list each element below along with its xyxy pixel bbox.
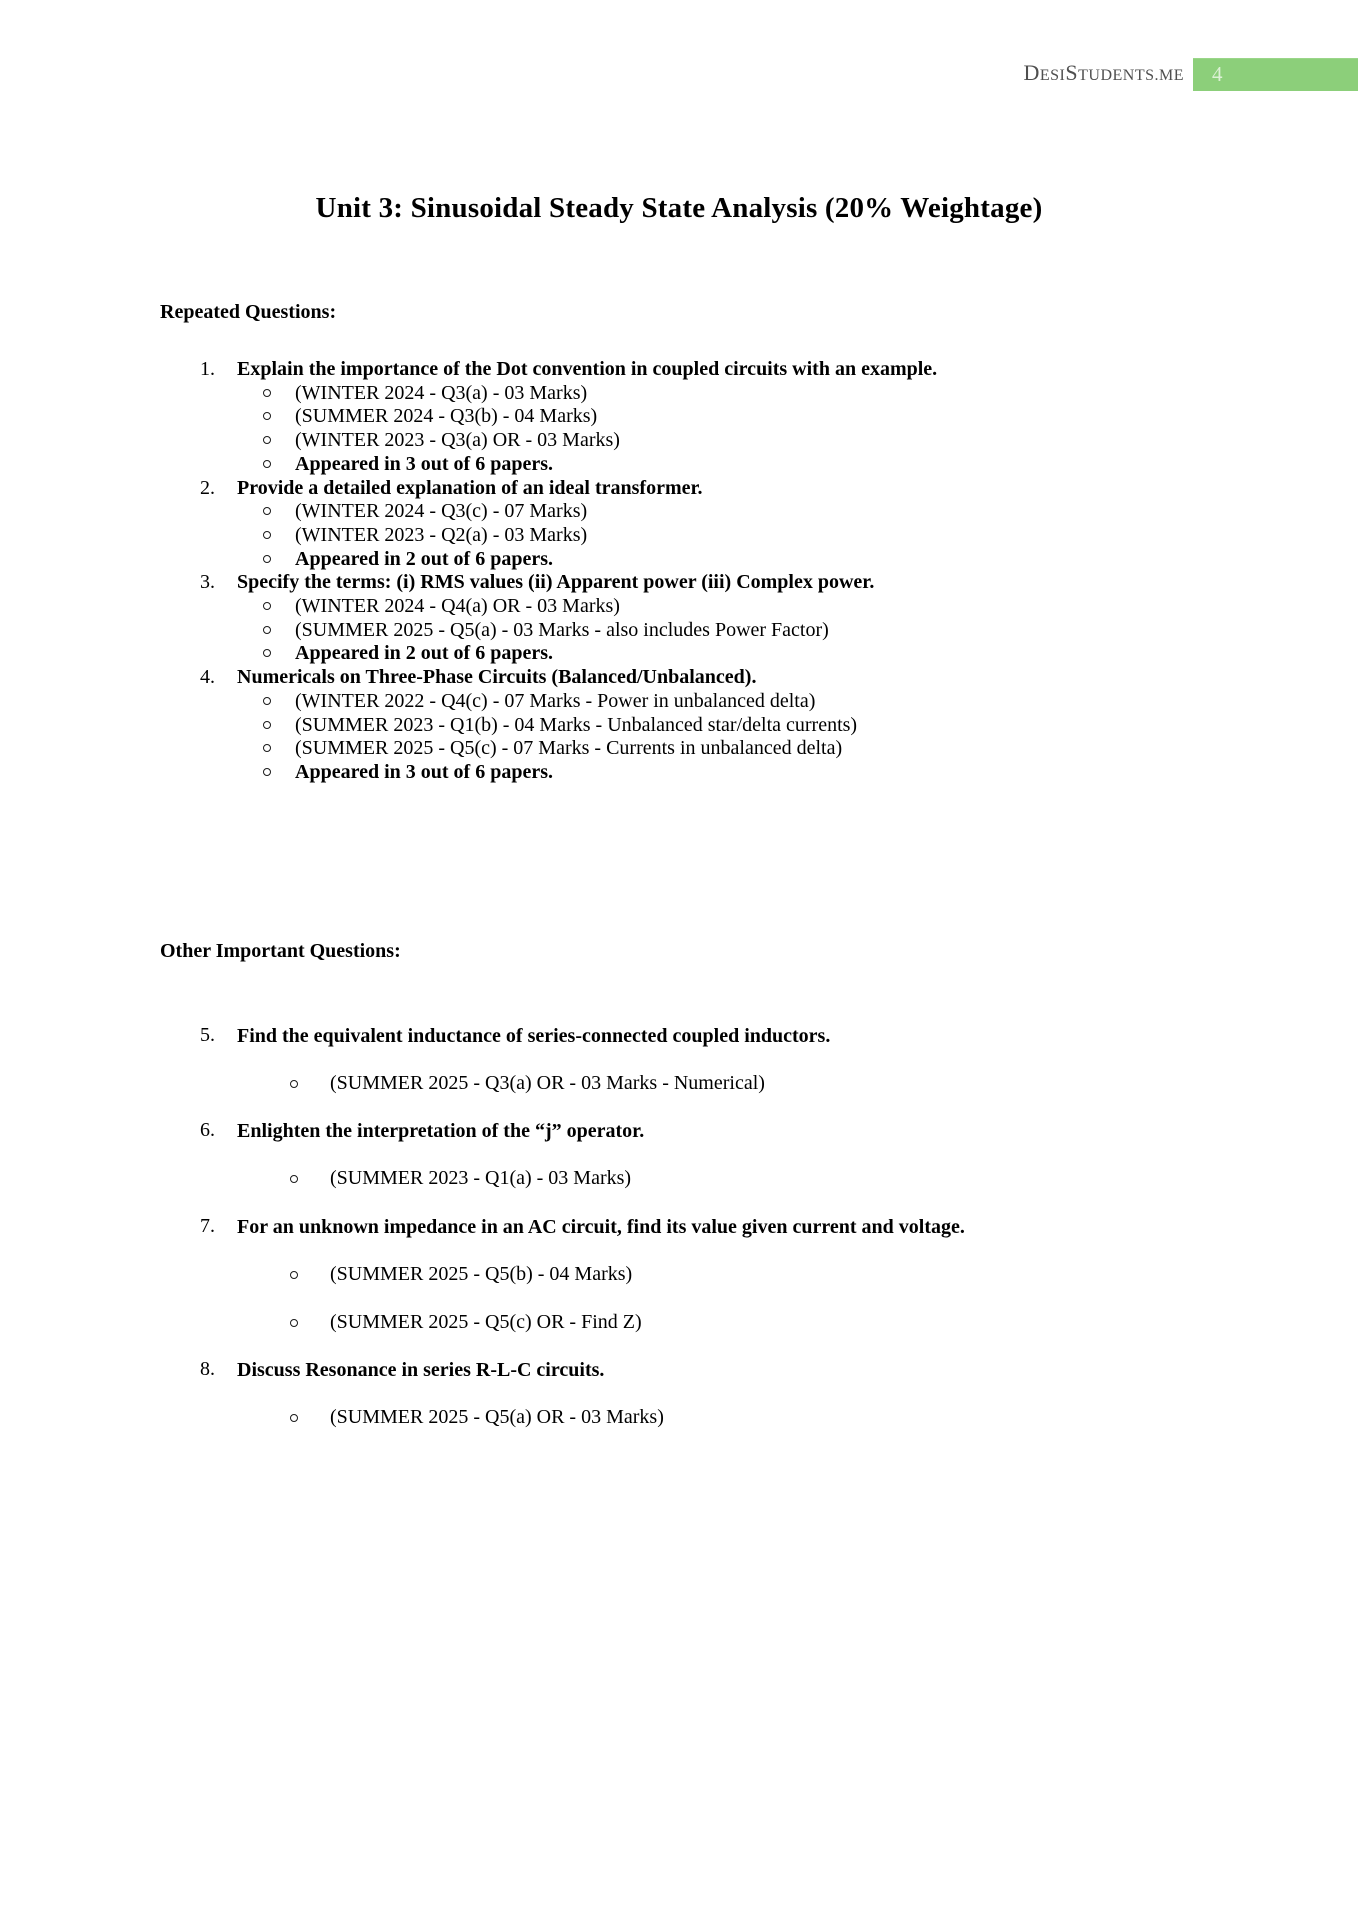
bullet-text: (WINTER 2023 - Q2(a) - 03 Marks) [295,523,588,546]
bullet-text: (WINTER 2022 - Q4(c) - 07 Marks - Power in unbalanced delta) [295,689,816,712]
exam-reference-bullet [237,737,1250,761]
bullet-text: (SUMMER 2023 - Q1(a) - 03 Marks) [330,1167,632,1190]
question-item [160,1358,1250,1454]
bullet-text: (SUMMER 2023 - Q1(b) - 04 Marks - Unbalanced star/delta currents) [295,713,858,736]
question-item [160,1215,1250,1358]
question-number: 5. [200,1023,215,1046]
brand-letter: S [1065,60,1079,85]
exam-reference-bullet [237,1406,1250,1430]
section-heading: Repeated Questions: [160,301,337,323]
bullet-text: Appeared in 3 out of 6 papers. [295,452,553,475]
unit-title: Unit 3: Sinusoidal Steady State Analysis (20% Weightage) [315,192,1043,224]
question-body [237,1358,1250,1454]
question-text: For an unknown impedance in an AC circuit, find its value given current and voltage. [237,1216,965,1239]
bullet-text: Appeared in 2 out of 6 papers. [295,642,553,665]
exam-reference-bullet [237,1167,1250,1191]
circle-bullet-icon [263,405,295,429]
question-text: Provide a detailed explanation of an ideal transformer. [237,476,703,499]
bullet-text: (WINTER 2024 - Q4(a) OR - 03 Marks) [295,595,620,618]
exam-reference-bullet [237,405,1250,429]
exam-reference-bullet [237,595,1250,619]
circle-bullet-icon [263,429,295,453]
exam-reference-bullet [237,690,1250,714]
section-heading: Other Important Questions: [160,939,401,962]
question-number: 3. [200,571,215,594]
question-number: 7. [200,1215,215,1238]
brand-letter: D [1023,60,1040,85]
circle-bullet-icon [263,595,295,619]
question-number: 2. [200,476,215,499]
exam-reference-bullet [237,429,1250,453]
question-text: Enlighten the interpretation of the “j” operator. [237,1120,645,1143]
page-number-badge [1193,58,1358,91]
bullet-text: (WINTER 2024 - Q3(a) - 03 Marks) [295,381,588,404]
question-list [160,358,1250,785]
exam-reference-list [237,382,1250,477]
exam-reference-bullet [237,1263,1250,1287]
circle-bullet-icon [263,714,295,738]
question-body [237,1119,1250,1215]
question-item [160,358,1250,477]
bullet-text: (SUMMER 2025 - Q3(a) OR - 03 Marks - Numerical) [330,1071,765,1094]
bullet-text: (SUMMER 2025 - Q5(a) OR - 03 Marks) [330,1406,664,1429]
circle-bullet-icon [290,1311,330,1335]
exam-reference-list [237,1167,1250,1191]
question-body [237,571,1250,666]
circle-bullet-icon [290,1406,330,1430]
circle-bullet-icon [263,500,295,524]
circle-bullet-icon [263,761,295,785]
question-number: 1. [200,358,215,380]
circle-bullet-icon [263,382,295,406]
site-brand [1023,56,1184,92]
exam-reference-bullet [237,1311,1250,1335]
circle-bullet-icon [263,619,295,643]
question-item [160,666,1250,785]
question-text: Specify the terms: (i) RMS values (ii) Apparent power (iii) Complex power. [237,571,875,594]
circle-bullet-icon [290,1072,330,1096]
bullet-text: Appeared in 3 out of 6 papers. [295,760,553,783]
exam-reference-list [237,1406,1250,1430]
exam-reference-bullet [237,453,1250,477]
exam-reference-bullet [237,524,1250,548]
circle-bullet-icon [263,737,295,761]
question-body [237,477,1250,572]
exam-reference-list [237,690,1250,785]
bullet-text: (SUMMER 2025 - Q5(b) - 04 Marks) [330,1263,633,1286]
exam-reference-bullet [237,619,1250,643]
exam-reference-bullet [237,382,1250,406]
question-number: 8. [200,1358,215,1381]
exam-reference-bullet [237,1072,1250,1096]
page-header [0,56,1358,92]
repeated-questions-section [160,300,1250,785]
circle-bullet-icon [263,548,295,572]
question-body [237,358,1250,477]
bullet-text: (SUMMER 2025 - Q5(c) - 07 Marks - Currents in unbalanced delta) [295,737,843,760]
exam-reference-bullet [237,500,1250,524]
page-number: 4 [1212,62,1223,86]
exam-reference-bullet [237,761,1250,785]
document-body [160,300,1250,1454]
exam-reference-list [237,1072,1250,1096]
question-number: 6. [200,1119,215,1142]
circle-bullet-icon [290,1167,330,1191]
exam-reference-bullet [237,714,1250,738]
brand-text: ESI [1039,67,1066,84]
bullet-text: Appeared in 2 out of 6 papers. [295,547,553,570]
question-text: Discuss Resonance in series R-L-C circuits. [237,1359,605,1382]
exam-reference-bullet [237,548,1250,572]
circle-bullet-icon [290,1263,330,1287]
bullet-text: (SUMMER 2025 - Q5(a) - 03 Marks - also includes Power Factor) [295,618,829,641]
bullet-text: (WINTER 2023 - Q3(a) OR - 03 Marks) [295,429,620,452]
exam-reference-list [237,1263,1250,1334]
question-text: Explain the importance of the Dot convention in coupled circuits with an example. [237,358,938,380]
exam-reference-list [237,595,1250,666]
circle-bullet-icon [263,524,295,548]
question-item [160,571,1250,666]
other-important-questions-section [160,939,1250,1455]
question-body [237,666,1250,785]
question-body [237,1215,1250,1358]
bullet-text: (SUMMER 2025 - Q5(c) OR - Find Z) [330,1310,642,1333]
question-text: Numericals on Three-Phase Circuits (Balanced/Unbalanced). [237,666,757,689]
question-list [160,1024,1250,1455]
question-item [160,1119,1250,1215]
bullet-text: (SUMMER 2024 - Q3(b) - 04 Marks) [295,405,598,428]
question-body [237,1024,1250,1120]
brand-text: TUDENTS.ME [1078,67,1184,84]
circle-bullet-icon [263,690,295,714]
exam-reference-bullet [237,642,1250,666]
bullet-text: (WINTER 2024 - Q3(c) - 07 Marks) [295,500,588,523]
circle-bullet-icon [263,453,295,477]
question-item [160,477,1250,572]
question-number: 4. [200,666,215,689]
question-text: Find the equivalent inductance of series-connected coupled inductors. [237,1024,831,1047]
question-item [160,1024,1250,1120]
circle-bullet-icon [263,642,295,666]
exam-reference-list [237,500,1250,571]
